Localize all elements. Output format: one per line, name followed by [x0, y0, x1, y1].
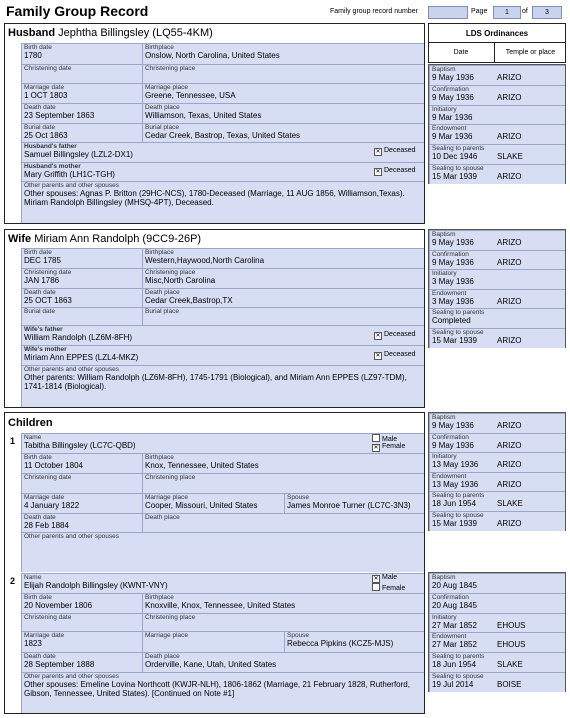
child-2-ord-baptism[interactable] — [429, 573, 565, 593]
ord-label: Confirmation — [432, 250, 469, 258]
wife-christening-place: Misc,North Carolina — [145, 276, 216, 285]
child-2-marriage-place-cell[interactable]: Marriage place — [142, 631, 284, 652]
ord-date: 9 May 1936 — [432, 257, 474, 267]
child-1-death-place-cell[interactable]: Death place — [142, 513, 424, 532]
ord-date: 27 Mar 1852 — [432, 640, 477, 650]
ord-temple: ARIZO — [497, 336, 522, 345]
husband-death-place-cell[interactable]: Death place Williamson, Texas, United States — [142, 103, 424, 123]
husband-father-cell[interactable]: Husband's father Samuel Billingsley (LZL2-DX1) — [21, 142, 424, 162]
husband-ord-initiatory[interactable] — [429, 105, 565, 125]
wife-heading: Wife Miriam Ann Randolph (9CC9-26P) — [8, 233, 202, 245]
child-2-ord-sealing-parents[interactable] — [429, 652, 565, 672]
child-2-ord-sealing-spouse[interactable] — [429, 672, 565, 692]
child-2-death-date: 28 September 1888 — [24, 660, 95, 669]
record-number-field[interactable] — [428, 6, 468, 19]
husband-mother-cell[interactable]: Husband's mother Mary Griffith (LH1C-TGH) — [21, 162, 424, 181]
ord-temple: ARIZO — [497, 257, 522, 267]
ord-temple: BOISE — [497, 680, 522, 689]
husband-other-spouses: Other spouses: Agnas P. Britton (29HC-NCS), 1780-Deceased (Marriage, 11 AUG 1856, Williamson,Texas). Miriam Randolph Billingsley (MHSQ-4PT), Deceased. — [24, 189, 405, 207]
husband-ord-sealing-parents[interactable] — [429, 144, 565, 164]
child-2-birthplace: Knoxville, Knox, Tennessee, United States — [145, 601, 296, 610]
ord-date: 9 May 1936 — [432, 421, 474, 430]
wife-ord-sealing-parents[interactable] — [429, 308, 565, 328]
wife-ord-sealing-spouse[interactable] — [429, 328, 565, 348]
ord-label: Sealing to parents — [432, 309, 485, 317]
husband-burial-date: 25 Oct 1863 — [24, 131, 68, 140]
ord-temple: ARIZO — [497, 440, 522, 450]
ord-temple: SLAKE — [497, 660, 523, 670]
husband-death-date: 23 September 1863 — [24, 111, 95, 120]
ord-date: 19 Jul 2014 — [432, 680, 474, 689]
ord-label: Baptism — [432, 574, 456, 581]
child-1-female-checkbox[interactable]: ✕ Female — [373, 443, 406, 451]
ord-date: 9 May 1936 — [432, 238, 474, 247]
ord-date: 9 May 1936 — [432, 92, 474, 102]
ord-label: Sealing to spouse — [432, 512, 484, 519]
ord-label: Sealing to spouse — [432, 329, 484, 336]
ord-date: 27 Mar 1852 — [432, 620, 477, 630]
husband-father: Samuel Billingsley (LZL2-DX1) — [24, 150, 133, 159]
husband-birth-date: 1780 — [24, 51, 42, 60]
ord-label: Endowment — [432, 633, 467, 641]
wife-father-cell[interactable]: Wife's father William Randolph (LZ6M-8FH) — [21, 325, 424, 345]
child-1-marriage-date-cell[interactable]: Marriage date 4 January 1822 — [21, 493, 142, 513]
husband-marriage-date: 1 OCT 1803 — [24, 91, 68, 100]
ord-label: Sealing to spouse — [432, 673, 484, 680]
ord-label: Endowment — [432, 289, 467, 297]
child-1-marriage-place-cell[interactable]: Marriage place Cooper, Missouri, United States — [142, 493, 284, 513]
ord-label: Endowment — [432, 125, 467, 133]
wife-other-parents: Other parents: William Randolph (LZ6M-8FH), 1745-1791 (Biological), and Miriam Ann EPPES (LZ97-TDM), 1741-1814 (Biological). — [24, 373, 407, 391]
child-2-name-cell[interactable]: Name Elijah Randolph Billingsley (KWNT-VNY) — [21, 573, 424, 593]
husband-ord-sealing-spouse[interactable] — [429, 164, 565, 184]
wife-mother-deceased-checkbox[interactable]: ✕ Deceased — [375, 351, 416, 359]
page-label: Page — [471, 8, 488, 15]
ord-date: 10 Dec 1946 — [432, 152, 478, 162]
child-2-marriage-date: 1823 — [24, 639, 42, 648]
husband-birthplace: Onslow, North Carolina, United States — [145, 51, 280, 60]
ord-date: 13 May 1936 — [432, 479, 479, 489]
wife-ord-endowment[interactable] — [429, 289, 565, 309]
husband-other-cell[interactable]: Other parents and other spouses Other spouses: Agnas P. Britton (29HC-NCS), 1780-Deceased (Marriage, 11 AUG 1856, Williamson,Texas). Miriam Randolph Billingsley (MHSQ-4PT), Deceased. — [21, 181, 424, 223]
wife-ord-initiatory[interactable] — [429, 269, 565, 289]
child-2-death-place: Orderville, Kane, Utah, United States — [145, 660, 277, 669]
ord-date: 9 May 1936 — [432, 73, 474, 82]
ord-temple: SLAKE — [497, 499, 523, 509]
ord-temple: ARIZO — [497, 296, 522, 306]
child-1-ord-confirmation[interactable] — [429, 433, 565, 453]
child-2-marriage-date-cell[interactable]: Marriage date 1823 — [21, 631, 142, 652]
wife-father: William Randolph (LZ6M-8FH) — [24, 333, 133, 342]
child-1-birth-date: 11 October 1804 — [24, 461, 84, 470]
ord-temple: EHOUS — [497, 640, 526, 650]
child-2-spouse-cell[interactable]: Spouse Rebecca Pipkins (KCZ5-MJS) — [284, 631, 424, 652]
child-2-christening-date-cell[interactable]: Christening date — [21, 613, 142, 631]
children-heading: Children — [8, 417, 53, 429]
ord-label: Initiatory — [432, 453, 457, 461]
ord-date: 15 Mar 1939 — [432, 519, 477, 528]
lds-temple-header: Temple or place — [505, 49, 556, 56]
wife-ord-baptism[interactable] — [429, 230, 565, 250]
ord-label: Endowment — [432, 472, 467, 480]
ord-label: Initiatory — [432, 270, 457, 278]
child-2-number: 2 — [10, 576, 16, 586]
child-1-other-cell[interactable]: Other parents and other spouses — [21, 532, 424, 572]
child-1-birthplace-cell[interactable]: Birthplace Knox, Tennessee, United States — [142, 453, 424, 473]
husband-father-deceased-checkbox[interactable]: ✕ Deceased — [375, 147, 416, 155]
wife-other-cell[interactable]: Other parents and other spouses Other parents: William Randolph (LZ6M-8FH), 1745-1791 (Biological), and Miriam Ann EPPES (LZ97-TDM), 1741-1814 (Biological). — [21, 365, 424, 407]
child-1-birthplace: Knox, Tennessee, United States — [145, 461, 259, 470]
child-2-ord-endowment[interactable] — [429, 632, 565, 652]
wife-birth-date: DEC 1785 — [24, 256, 61, 265]
child-2-male-checkbox[interactable]: ✕ Male — [373, 574, 398, 582]
husband-death-date-cell[interactable]: Death date 23 September 1863 — [21, 103, 142, 123]
child-1-marriage-date: 4 January 1822 — [24, 501, 80, 510]
child-2-other-cell[interactable]: Other parents and other spouses Other spouses: Emeline Lovina Northcott (KWJR-NLH), 1806-1862 (Marriage, 21 February 1828, Rutherford, Gibson, Tennessee, United States). [Continued on Note #1] — [21, 672, 424, 713]
page-number-field[interactable]: 1 — [493, 6, 521, 19]
husband-burial-place: Cedar Creek, Bastrop, Texas, United States — [145, 131, 301, 140]
child-1-christening-place-cell[interactable]: Christening place — [142, 473, 424, 493]
child-1-name: Tabitha Billingsley (LC7C-QBD) — [24, 441, 136, 450]
of-label: of — [522, 8, 528, 15]
ord-temple: ARIZO — [497, 92, 522, 102]
ord-date: 13 May 1936 — [432, 460, 479, 470]
wife-mother: Miriam Ann EPPES (LZL4-MKZ) — [24, 353, 139, 362]
husband-birth-date-cell[interactable]: Birth date 1780 — [21, 43, 142, 64]
page-total-field[interactable]: 3 — [532, 6, 562, 19]
child-1-spouse-cell[interactable]: Spouse James Monroe Turner (LC7C-3N3) — [284, 493, 424, 513]
ord-date: 18 Jun 1954 — [432, 660, 477, 670]
ord-label: Baptism — [432, 231, 456, 238]
ord-temple: ARIZO — [497, 238, 522, 247]
child-1-ord-baptism[interactable] — [429, 413, 565, 433]
ord-label: Sealing to spouse — [432, 165, 484, 172]
wife-christening-date: JAN 1786 — [24, 276, 60, 285]
wife-death-place-cell[interactable]: Death place Cedar Creek,Bastrop,TX — [142, 288, 424, 307]
ord-temple: ARIZO — [497, 172, 522, 181]
wife-death-date-cell[interactable]: Death date 25 OCT 1863 — [21, 288, 142, 307]
child-2-death-place-cell[interactable]: Death place Orderville, Kane, Utah, United States — [142, 652, 424, 672]
ord-temple: EHOUS — [497, 620, 526, 630]
child-2-ord-confirmation[interactable] — [429, 593, 565, 613]
child-1-spouse: James Monroe Turner (LC7C-3N3) — [287, 501, 411, 510]
husband-ord-endowment[interactable] — [429, 124, 565, 144]
ord-date: 18 Jun 1954 — [432, 499, 477, 509]
child-2-birthplace-cell[interactable]: Birthplace Knoxville, Knox, Tennessee, United States — [142, 593, 424, 613]
husband-burial-place-cell[interactable]: Burial place Cedar Creek, Bastrop, Texas, United States — [142, 123, 424, 142]
husband-ord-baptism[interactable] — [429, 65, 565, 85]
ord-date: 9 Mar 1936 — [432, 132, 473, 142]
lds-title: LDS Ordinances — [465, 29, 529, 38]
ord-label: Sealing to parents — [432, 653, 485, 661]
husband-christening-place-cell[interactable]: Christening place — [142, 64, 424, 83]
page-title: Family Group Record — [6, 3, 149, 19]
ord-temple: ARIZO — [497, 479, 522, 489]
ord-label: Sealing to parents — [432, 145, 485, 153]
ord-label: Initiatory — [432, 105, 457, 113]
child-1-ord-initiatory[interactable] — [429, 452, 565, 472]
ord-label: Initiatory — [432, 613, 457, 621]
husband-marriage-date-cell[interactable]: Marriage date 1 OCT 1803 — [21, 83, 142, 103]
child-2-other-spouses: Other spouses: Emeline Lovina Northcott (KWJR-NLH), 1806-1862 (Marriage, 21 February 1828, Rutherford, Gibson, Tennessee, United States). [Continued on Note #1] — [24, 680, 410, 698]
husband-christening-date-cell[interactable]: Christening date — [21, 64, 142, 83]
child-2-spouse: Rebecca Pipkins (KCZ5-MJS) — [287, 639, 394, 648]
child-1-christening-date-cell[interactable]: Christening date — [21, 473, 142, 493]
child-1-death-date-cell[interactable]: Death date 28 Feb 1884 — [21, 513, 142, 532]
ord-label: Sealing to parents — [432, 492, 485, 500]
wife-ord-confirmation[interactable] — [429, 250, 565, 270]
ord-label: Confirmation — [432, 85, 469, 93]
wife-death-date: 25 OCT 1863 — [24, 296, 72, 305]
ord-date: 20 Aug 1845 — [432, 600, 477, 610]
husband-mother: Mary Griffith (LH1C-TGH) — [24, 170, 115, 179]
husband-heading: Husband Jephtha Billingsley (LQ55-4KM) — [8, 27, 213, 39]
ord-temple: ARIZO — [497, 421, 522, 430]
lds-date-header: Date — [453, 49, 469, 56]
ord-date: 9 May 1936 — [432, 440, 474, 450]
child-1-number: 1 — [10, 436, 16, 446]
ord-temple: ARIZO — [497, 460, 522, 470]
wife-burial-place-cell[interactable]: Burial place — [142, 307, 424, 325]
lds-divider — [428, 42, 566, 43]
wife-burial-date-cell[interactable]: Burial date — [21, 307, 142, 325]
husband-marriage-place: Greene, Tennessee, USA — [145, 91, 236, 100]
husband-ord-confirmation[interactable] — [429, 85, 565, 105]
child-1-marriage-place: Cooper, Missouri, United States — [145, 501, 258, 510]
ord-label: Baptism — [432, 414, 456, 421]
child-1-death-date: 28 Feb 1884 — [24, 521, 69, 530]
ord-label: Baptism — [432, 66, 456, 73]
ord-temple: SLAKE — [497, 152, 523, 162]
husband-mother-deceased-checkbox[interactable]: ✕ Deceased — [375, 167, 416, 175]
husband-birthplace-cell[interactable]: Birthplace Onslow, North Carolina, United States — [142, 43, 424, 64]
child-2-ord-initiatory[interactable] — [429, 613, 565, 633]
wife-christening-place-cell[interactable]: Christening place Misc,North Carolina — [142, 268, 424, 288]
wife-christening-date-cell[interactable]: Christening date JAN 1786 — [21, 268, 142, 288]
record-number-label: Family group record number — [330, 8, 418, 15]
ord-temple: ARIZO — [497, 73, 522, 82]
wife-mother-cell[interactable]: Wife's mother Miriam Ann EPPES (LZL4-MKZ) — [21, 345, 424, 365]
ord-date: 9 Mar 1936 — [432, 112, 473, 122]
child-1-ord-sealing-parents[interactable] — [429, 491, 565, 511]
wife-birthplace: Western,Haywood,North Carolina — [145, 256, 265, 265]
ord-date: Completed — [432, 316, 471, 326]
ord-date: 3 May 1936 — [432, 296, 474, 306]
ord-label: Confirmation — [432, 433, 469, 441]
child-2-birth-date: 20 November 1806 — [24, 601, 93, 610]
wife-birthplace-cell[interactable]: Birthplace Western,Haywood,North Carolina — [142, 248, 424, 268]
child-2-death-date-cell[interactable]: Death date 28 September 1888 — [21, 652, 142, 672]
child-1-male-checkbox[interactable]: Male — [372, 434, 397, 443]
husband-marriage-place-cell[interactable]: Marriage place Greene, Tennessee, USA — [142, 83, 424, 103]
child-2-female-checkbox[interactable]: Female — [372, 583, 405, 592]
ord-date: 3 May 1936 — [432, 277, 474, 287]
child-1-birth-date-cell[interactable]: Birth date 11 October 1804 — [21, 453, 142, 473]
husband-death-place: Williamson, Texas, United States — [145, 111, 262, 120]
child-2-birth-date-cell[interactable]: Birth date 20 November 1806 — [21, 593, 142, 613]
wife-death-place: Cedar Creek,Bastrop,TX — [145, 296, 233, 305]
ord-date: 20 Aug 1845 — [432, 581, 477, 590]
child-1-ord-endowment[interactable] — [429, 472, 565, 492]
child-2-name: Elijah Randolph Billingsley (KWNT-VNY) — [24, 581, 168, 590]
husband-burial-date-cell[interactable]: Burial date 25 Oct 1863 — [21, 123, 142, 142]
ord-date: 15 Mar 1939 — [432, 172, 477, 181]
ord-date: 15 Mar 1939 — [432, 336, 477, 345]
child-1-ord-sealing-spouse[interactable] — [429, 511, 565, 531]
child-1-name-cell[interactable]: Name Tabitha Billingsley (LC7C-QBD) — [21, 433, 424, 453]
wife-birth-date-cell[interactable]: Birth date DEC 1785 — [21, 248, 142, 268]
child-2-christening-place-cell[interactable]: Christening place — [142, 613, 424, 631]
wife-father-deceased-checkbox[interactable]: ✕ Deceased — [375, 331, 416, 339]
ord-temple: ARIZO — [497, 132, 522, 142]
ord-label: Confirmation — [432, 593, 469, 601]
ord-temple: ARIZO — [497, 519, 522, 528]
